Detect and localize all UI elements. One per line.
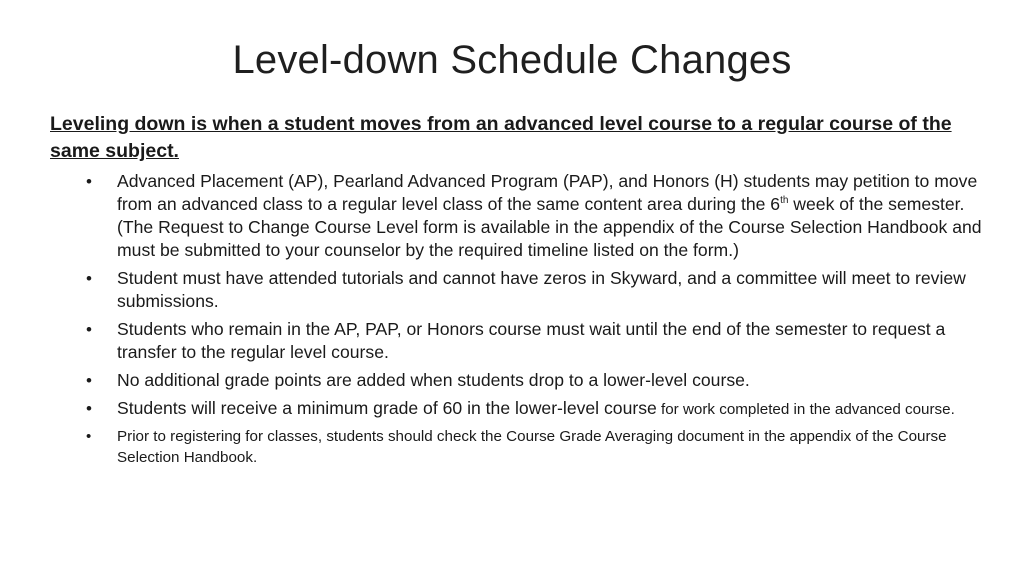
bullet-text: No additional grade points are added when students drop to a lower-level course. [117, 370, 750, 390]
bullet-text: Students will receive a minimum grade of 60 in the lower-level course [117, 398, 657, 418]
bullet-item [86, 267, 986, 313]
bullet-text: Students who remain in the AP, PAP, or Honors course must wait until the end of the semester to request a transfer to the regular level course. [117, 319, 946, 362]
slide-title: Level-down Schedule Changes [232, 38, 792, 82]
bullet-icon: • [86, 320, 92, 339]
bullet-item [86, 397, 986, 421]
bullet-item [86, 318, 986, 364]
bullet-icon: • [86, 399, 92, 418]
bullet-text-small: for work completed in the advanced course. [656, 401, 955, 418]
bullet-text: Prior to registering for classes, students should check the Course Grade Averaging document in the appendix of the Course Selection Handbook. [117, 428, 947, 466]
bullet-text-continued: week of the semester. (The Request to Change Course Level form is available in the appendix of the Course Selection Handbook and must be submitted to your counselor by the required timeline listed on the form.) [117, 194, 982, 260]
bullet-icon: • [86, 428, 92, 445]
lead-statement: Leveling down is when a student moves from an advanced level course to a regular course of the same subject. [50, 113, 952, 162]
bullet-item [86, 170, 986, 262]
bullet-icon: • [86, 172, 92, 191]
bullet-item [86, 369, 986, 392]
bullet-item [86, 426, 986, 468]
bullet-icon: • [86, 371, 92, 390]
bullet-text: Advanced Placement (AP), Pearland Advanced Program (PAP), and Honors (H) students may petition to move from an advanced class to a regular level class of the same content area during the 6 [117, 171, 978, 214]
bullet-icon: • [86, 269, 92, 288]
bullet-text: Student must have attended tutorials and cannot have zeros in Skyward, and a committee will meet to review submissions. [117, 268, 966, 311]
bullet-list [86, 170, 986, 473]
ordinal-suffix: th [780, 195, 789, 207]
